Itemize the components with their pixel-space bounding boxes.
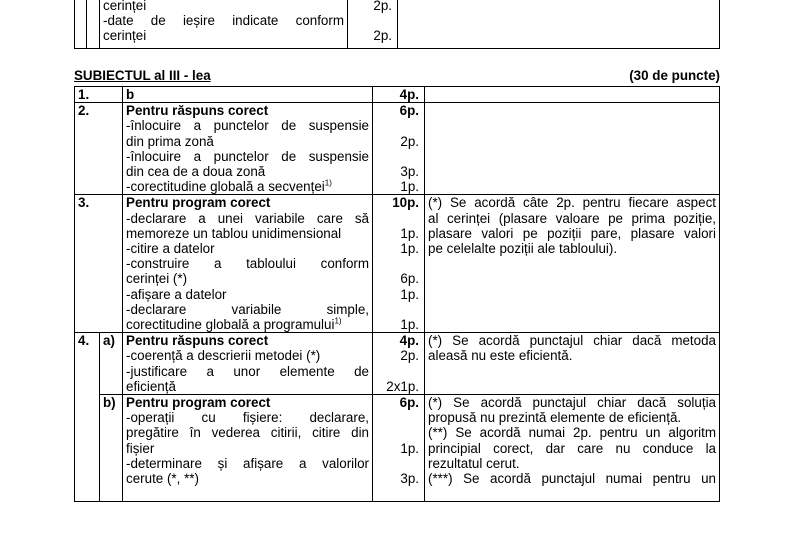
note-line: rezultatul cerut.	[428, 455, 520, 471]
item-number: 4.	[75, 333, 100, 502]
points-value: 3p.	[400, 471, 420, 487]
criterion-line: -declarare variabile simple,	[126, 301, 370, 317]
criterion-line: eficiență	[126, 378, 176, 394]
previous-subject-table	[74, 0, 720, 49]
note-line: (***) Se acordă punctajul numai pentru un	[428, 471, 716, 487]
subject-title: SUBIECTUL al III - lea	[74, 68, 211, 83]
criterion-line: memoreze un tablou unidimensional	[126, 225, 342, 241]
note-line: (*) Se acordă câte 2p. pentru fiecare aspect	[428, 195, 716, 211]
sub-item-label: a)	[100, 333, 123, 395]
points-value: 2p.	[400, 133, 420, 149]
points-value: 2p.	[400, 348, 420, 364]
points-value: 4p.	[399, 333, 420, 349]
criterion-line: cerinței	[103, 0, 147, 13]
criterion-line: -justificare a unor elemente de	[126, 363, 370, 379]
table-row	[75, 333, 720, 395]
criterion-line: -operații cu fișiere: declarare,	[126, 410, 370, 426]
table-row	[75, 103, 720, 195]
criterion-line: -coerență a descrierii metodei (*)	[126, 348, 321, 364]
criterion-line: din cea de a doua zonă	[126, 164, 266, 180]
criterion-line: pregătire în vederea citirii, citire din	[126, 425, 370, 441]
criterion-line: -afișare a datelor	[126, 286, 227, 302]
item-number: 2.	[75, 103, 123, 195]
table-row	[75, 395, 720, 502]
criterion-title: Pentru răspuns corect	[126, 333, 269, 349]
points-value: 10p.	[392, 195, 420, 211]
criterion-line: cerute (*, **)	[126, 471, 199, 487]
sub-item-label: b)	[100, 395, 123, 502]
subject-heading	[74, 68, 720, 83]
table-row	[75, 0, 720, 49]
criterion-line: cerinței (*)	[126, 271, 188, 287]
criterion-text: corectitudine globală a programului	[126, 317, 335, 333]
points-value: 6p.	[399, 395, 420, 411]
footnote-mark: 1)	[324, 178, 332, 188]
note-line: aleasă nu este eficientă.	[428, 348, 573, 364]
note-line: propusă nu prezintă elemente de eficiență.	[428, 410, 682, 426]
criterion-line: -citire a datelor	[126, 241, 215, 257]
note-line: pe celelalte poziții ale tabloului).	[428, 241, 618, 257]
note-line: principial corect, dar care nu conduce la	[428, 440, 716, 456]
criterion-line: -determinare și afișare a valorilor	[126, 455, 370, 471]
answer-text: b	[123, 87, 373, 103]
criterion-line: -înlocuire a punctelor de suspensie	[126, 148, 370, 164]
points-value: 2p.	[373, 28, 392, 44]
points-value: 4p.	[373, 87, 425, 103]
points-value: 1p.	[400, 440, 420, 456]
points-value: 1p.	[400, 286, 420, 302]
criterion-text: -corectitudine globală a secvenței	[126, 179, 325, 195]
criterion-title: Pentru răspuns corect	[126, 103, 269, 119]
table-row	[75, 195, 720, 333]
criterion-title: Pentru program corect	[126, 195, 271, 211]
item-number: 1.	[75, 87, 123, 103]
criterion-line: -construire a tabloului conform	[126, 256, 370, 272]
note-line: (*) Se acordă punctajul chiar dacă metoda	[428, 333, 716, 349]
points-value: 2x1p.	[386, 378, 420, 394]
note-line: (**) Se acordă numai 2p. pentru un algoritm	[428, 425, 716, 441]
criterion-line: -date de ieșire indicate conform	[103, 13, 344, 29]
table-row	[75, 87, 720, 103]
subject-iii-table	[74, 86, 720, 502]
note-line: plasare valori pe poziții pare, plasare valori	[428, 225, 716, 241]
points-value: 1p.	[400, 241, 420, 257]
points-value: 3p.	[400, 164, 420, 180]
item-number: 3.	[75, 195, 123, 333]
subject-points: (30 de puncte)	[629, 68, 720, 83]
points-value: 1p.	[400, 179, 420, 195]
criterion-line: din prima zonă	[126, 133, 214, 149]
criterion-line: -declarare a unei variabile care să	[126, 210, 370, 226]
criterion-title: Pentru program corect	[126, 395, 271, 411]
criterion-line	[126, 317, 369, 332]
note-line: (*) Se acordă punctajul chiar dacă soluția	[428, 395, 716, 411]
points-value: 1p.	[400, 317, 420, 333]
footnote-mark: 1)	[334, 316, 342, 326]
criterion-line: -înlocuire a punctelor de suspensie	[126, 118, 370, 134]
points-value: 2p.	[373, 0, 392, 13]
criterion-line	[126, 179, 369, 194]
points-value: 6p.	[399, 103, 420, 119]
note-line: al cerinței (plasare valoare pe prima poziție,	[428, 210, 716, 226]
points-value: 1p.	[400, 225, 420, 241]
criterion-line: cerinței	[103, 28, 147, 44]
criterion-line: fișier	[126, 440, 155, 456]
points-value: 6p.	[400, 271, 420, 287]
